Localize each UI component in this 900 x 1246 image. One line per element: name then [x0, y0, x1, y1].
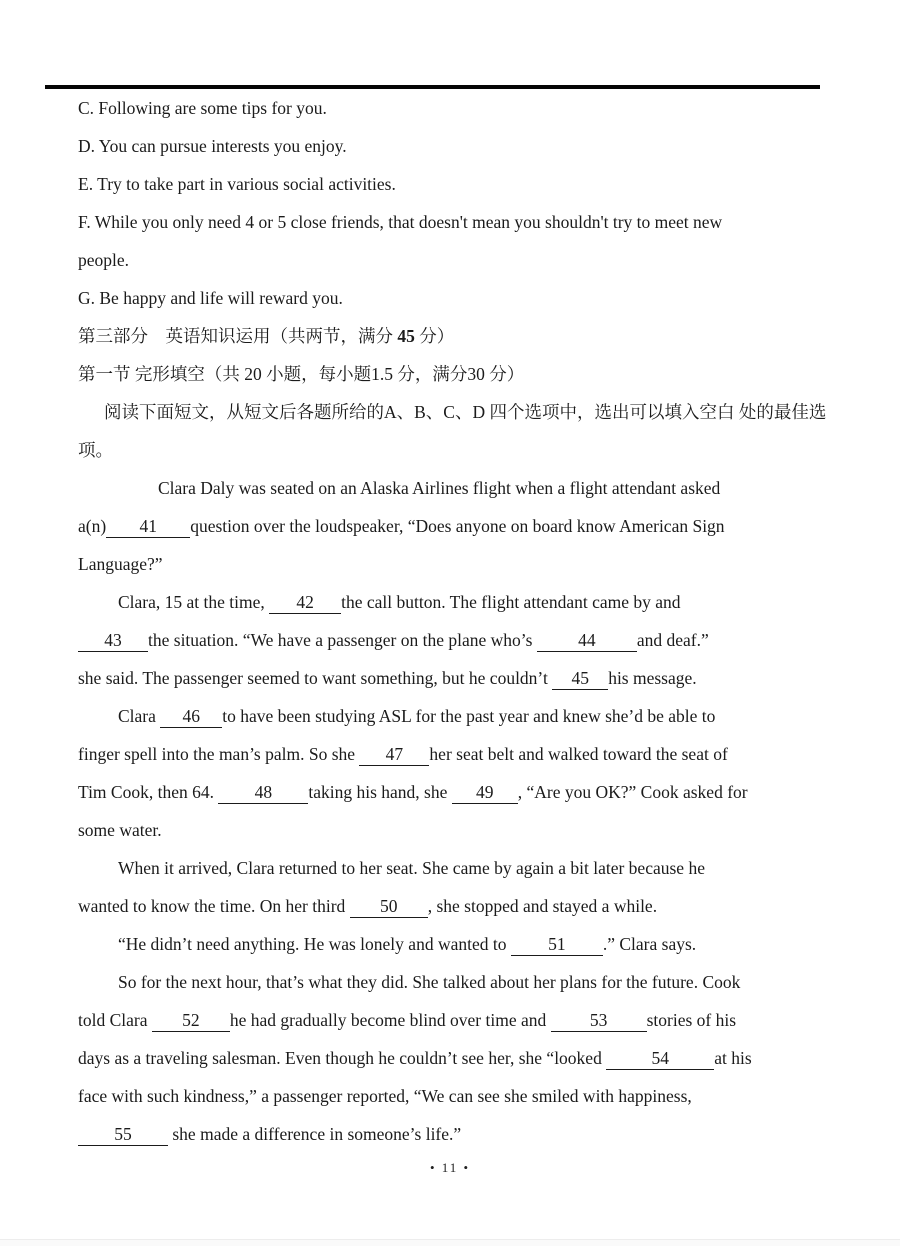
text-segment: the situation. “We have a passenger on the plane who’s [148, 630, 537, 650]
text-segment: stories of his [646, 1010, 737, 1030]
text-line-20 [78, 811, 840, 849]
cloze-blank-45: 45 [552, 667, 608, 690]
text-segment: 项。 [78, 440, 113, 460]
text-segment: E. Try to take part in various social activities. [78, 174, 396, 194]
text-line-25 [78, 1001, 840, 1039]
text-segment: she said. The passenger seemed to want something, but he couldn’t [78, 668, 553, 688]
text-line-6 [78, 279, 840, 317]
cloze-blank-51: 51 [511, 933, 603, 956]
text-segment: days as a traveling salesman. Even though he couldn’t see her, she “looked [78, 1048, 607, 1068]
text-line-4 [78, 203, 840, 241]
text-line-26 [78, 1039, 840, 1077]
text-line-18 [78, 735, 840, 773]
text-line-2 [78, 127, 840, 165]
text-line-24 [78, 963, 840, 1001]
text-segment: Tim Cook, then 64. [78, 782, 219, 802]
cloze-blank-50: 50 [350, 895, 428, 918]
text-segment: 45 [397, 326, 415, 346]
cloze-blank-55: 55 [78, 1123, 168, 1146]
text-segment: some water. [78, 820, 162, 840]
text-line-23 [78, 925, 840, 963]
text-line-1 [78, 89, 840, 127]
text-line-8 [78, 355, 840, 393]
text-line-21 [78, 849, 840, 887]
text-segment: a(n) [78, 516, 107, 536]
text-segment: she made a difference in someone’s life.” [168, 1124, 462, 1144]
cloze-blank-41: 41 [106, 515, 190, 538]
text-line-12 [78, 507, 840, 545]
text-segment: to have been studying ASL for the past year and knew she’d be able to [222, 706, 716, 726]
text-line-27 [78, 1077, 840, 1115]
text-segment: Clara [118, 706, 161, 726]
text-line-7 [78, 317, 840, 355]
page-number: • 11 • [429, 1160, 471, 1175]
text-segment: , she stopped and stayed a while. [427, 896, 658, 916]
page-footer [0, 1156, 900, 1177]
text-segment: at his [714, 1048, 752, 1068]
text-line-3 [78, 165, 840, 203]
cloze-blank-44: 44 [537, 629, 637, 652]
text-segment: G. Be happy and life will reward you. [78, 288, 343, 308]
text-segment: 阅读下面短文，从短文后各题所给的A、B、C、D 四个选项中，选出可以填入空白 处的最佳选 [104, 402, 827, 422]
text-line-17 [78, 697, 840, 735]
text-segment: .” Clara says. [602, 934, 697, 954]
text-line-16 [78, 659, 840, 697]
text-line-13 [78, 545, 840, 583]
text-segment: F. While you only need 4 or 5 close friends, that doesn't mean you shouldn't try to meet new [78, 212, 723, 232]
cloze-blank-43: 43 [78, 629, 148, 652]
text-line-14 [78, 583, 840, 621]
footer-strip [0, 1239, 900, 1246]
text-segment: he had gradually become blind over time and [229, 1010, 551, 1030]
text-segment: D. You can pursue interests you enjoy. [78, 136, 347, 156]
cloze-blank-46: 46 [160, 705, 222, 728]
text-segment: told Clara [78, 1010, 152, 1030]
text-segment: 第一节 完形填空（共 20 小题，每小题1.5 分，满分30 分） [78, 364, 525, 384]
text-segment: Language?” [78, 554, 163, 574]
cloze-blank-49: 49 [452, 781, 518, 804]
text-segment: 分） [414, 326, 455, 346]
cloze-blank-42: 42 [269, 591, 341, 614]
text-segment: face with such kindness,” a passenger reported, “We can see she smiled with happiness, [78, 1086, 692, 1106]
text-segment: 第三部分 英语知识运用（共两节，满分 [78, 326, 398, 346]
text-line-9 [78, 393, 840, 431]
text-segment: When it arrived, Clara returned to her seat. She came by again a bit later because he [118, 858, 705, 878]
text-segment: taking his hand, she [308, 782, 452, 802]
text-line-15 [78, 621, 840, 659]
text-segment: Clara, 15 at the time, [118, 592, 270, 612]
cloze-blank-53: 53 [551, 1009, 647, 1032]
cloze-blank-54: 54 [606, 1047, 714, 1070]
text-line-19 [78, 773, 840, 811]
cloze-blank-48: 48 [218, 781, 308, 804]
cloze-blank-47: 47 [359, 743, 429, 766]
text-line-5 [78, 241, 840, 279]
text-line-22 [78, 887, 840, 925]
text-segment: Clara Daly was seated on an Alaska Airlines flight when a flight attendant asked [158, 478, 721, 498]
text-segment: finger spell into the man’s palm. So she [78, 744, 360, 764]
text-line-28 [78, 1115, 840, 1153]
text-segment: his message. [608, 668, 697, 688]
text-segment: and deaf.” [636, 630, 709, 650]
text-segment: So for the next hour, that’s what they did. She talked about her plans for the future. Cook [118, 972, 741, 992]
text-segment: people. [78, 250, 130, 270]
text-segment: “He didn’t need anything. He was lonely and wanted to [118, 934, 511, 954]
document-body [78, 89, 840, 1153]
text-segment: wanted to know the time. On her third [78, 896, 350, 916]
text-segment: question over the loudspeaker, “Does anyone on board know American Sign [190, 516, 725, 536]
text-segment: C. Following are some tips for you. [78, 98, 327, 118]
text-segment: the call button. The flight attendant came by and [341, 592, 681, 612]
cloze-blank-52: 52 [152, 1009, 230, 1032]
text-segment: her seat belt and walked toward the seat of [429, 744, 728, 764]
text-line-10 [78, 431, 840, 469]
text-line-11 [78, 469, 840, 507]
text-segment: , “Are you OK?” Cook asked for [517, 782, 748, 802]
